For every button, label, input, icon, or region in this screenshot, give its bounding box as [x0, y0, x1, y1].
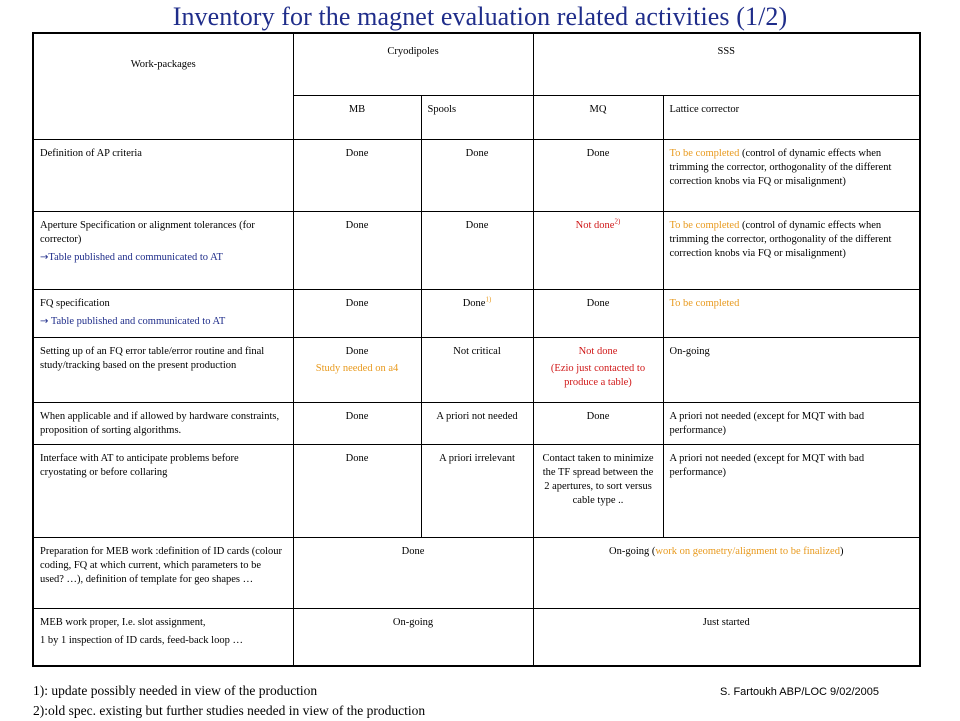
mq-cell — [533, 338, 663, 403]
task-note-text: Table published and communicated to AT — [48, 252, 223, 264]
task-cell — [33, 289, 293, 337]
task-cell — [33, 212, 293, 290]
mq-status: Not done — [578, 346, 618, 358]
lattice-cell: To be completed — [663, 289, 920, 337]
table-row — [33, 338, 920, 403]
mb-cell — [293, 338, 421, 403]
header-row-1 — [33, 33, 920, 96]
arrow-right-icon: → — [40, 315, 49, 327]
status-to-be-completed: To be completed — [669, 220, 740, 232]
footnotes — [33, 681, 425, 721]
spools-cell: A priori irrelevant — [421, 445, 533, 538]
lattice-cell: A priori not needed (except for MQT with bad performance) — [663, 445, 920, 538]
header-mb: MB — [293, 96, 421, 140]
lattice-cell: A priori not needed (except for MQT with bad performance) — [663, 402, 920, 444]
table-row — [33, 402, 920, 444]
mb-cell: Done — [293, 445, 421, 538]
arrow-right-icon: → — [40, 252, 49, 264]
sss-cell — [533, 538, 920, 609]
table-row — [33, 140, 920, 212]
task-note — [40, 315, 287, 329]
sss-note: work on geometry/alignment to be finalized — [655, 546, 840, 558]
spools-status: Done — [462, 297, 486, 309]
spools-cell: Done — [421, 212, 533, 290]
lattice-cell — [663, 212, 920, 290]
mq-cell: Done — [533, 402, 663, 444]
footnote-1: 1): update possibly needed in view of the production — [33, 683, 318, 698]
mq-cell: Contact taken to minimize the TF spread between the 2 apertures, to sort versus cable type .. — [533, 445, 663, 538]
table-row — [33, 445, 920, 538]
task-cell — [33, 608, 293, 666]
table-row — [33, 289, 920, 337]
task-cell: Definition of AP criteria — [33, 140, 293, 212]
footnote-2: 2):old spec. existing but further studies needed in view of the production — [33, 703, 426, 718]
spools-cell: Not critical — [421, 338, 533, 403]
spools-cell: A priori not needed — [421, 402, 533, 444]
mb-cell: Done — [293, 402, 421, 444]
footnote-ref: 1) — [485, 295, 492, 304]
table-row — [33, 538, 920, 609]
mb-cell: Done — [293, 140, 421, 212]
task-cell: Preparation for MEB work :definition of ID cards (colour coding, FQ at which current, which parameters to be used? …), definition of template for geo shapes … — [33, 538, 293, 609]
task-note: 1 by 1 inspection of ID cards, feed-back loop … — [40, 634, 243, 646]
cryodipoles-cell: On-going — [293, 608, 533, 666]
footnote-ref: 2) — [614, 217, 621, 226]
cryodipoles-cell: Done — [293, 538, 533, 609]
mb-status: Done — [345, 346, 369, 358]
mb-cell: Done — [293, 289, 421, 337]
header-sss: SSS — [533, 33, 920, 96]
header-workpackages — [33, 33, 293, 140]
header-spools: Spools — [421, 96, 533, 140]
status-to-be-completed: To be completed — [669, 148, 740, 160]
header-workpackages-label: Work-packages — [130, 59, 196, 70]
task-label: FQ specification — [40, 297, 110, 309]
sss-close: ) — [839, 546, 844, 558]
header-mq: MQ — [533, 96, 663, 140]
task-note-text: Table published and communicated to AT — [48, 315, 226, 327]
spools-cell: Done — [421, 140, 533, 212]
task-note — [40, 251, 287, 265]
task-label: Aperture Specification or alignment tolerances (for corrector) — [40, 220, 255, 246]
header-lattice: Lattice corrector — [663, 96, 920, 140]
table-row — [33, 608, 920, 666]
mq-note: (Ezio just contacted to produce a table) — [550, 363, 646, 389]
page-title: Inventory for the magnet evaluation related activities (1/2) — [172, 2, 788, 31]
spools-cell — [421, 289, 533, 337]
task-cell: When applicable and if allowed by hardware constraints, proposition of sorting algorithms. — [33, 402, 293, 444]
sss-cell: Just started — [533, 608, 920, 666]
task-cell: Setting up of an FQ error table/error routine and final study/tracking based on the present production — [33, 338, 293, 403]
mb-cell: Done — [293, 212, 421, 290]
lattice-cell: On-going — [663, 338, 920, 403]
author-credit: S. Fartoukh ABP/LOC 9/02/2005 — [720, 686, 879, 698]
mq-status: Not done — [575, 220, 615, 232]
mb-note: Study needed on a4 — [315, 363, 399, 375]
header-cryodipoles: Cryodipoles — [293, 33, 533, 96]
task-label: MEB work proper, I.e. slot assignment, — [40, 616, 206, 628]
inventory-table — [32, 32, 921, 667]
lattice-detail: (control of dynamic effects when trimming the corrector, orthogonality of the different correction knobs via FQ or misalignment) — [669, 220, 892, 260]
sss-status: On-going ( — [609, 546, 656, 558]
lattice-detail: (control of dynamic effects when trimming the corrector, orthogonality of the different correction knobs via FQ or misalignment) — [669, 148, 892, 188]
mq-cell: Done — [533, 140, 663, 212]
mq-cell: Done — [533, 289, 663, 337]
table-row — [33, 212, 920, 290]
mq-cell — [533, 212, 663, 290]
task-cell: Interface with AT to anticipate problems before cryostating or before collaring — [33, 445, 293, 538]
lattice-cell — [663, 140, 920, 212]
